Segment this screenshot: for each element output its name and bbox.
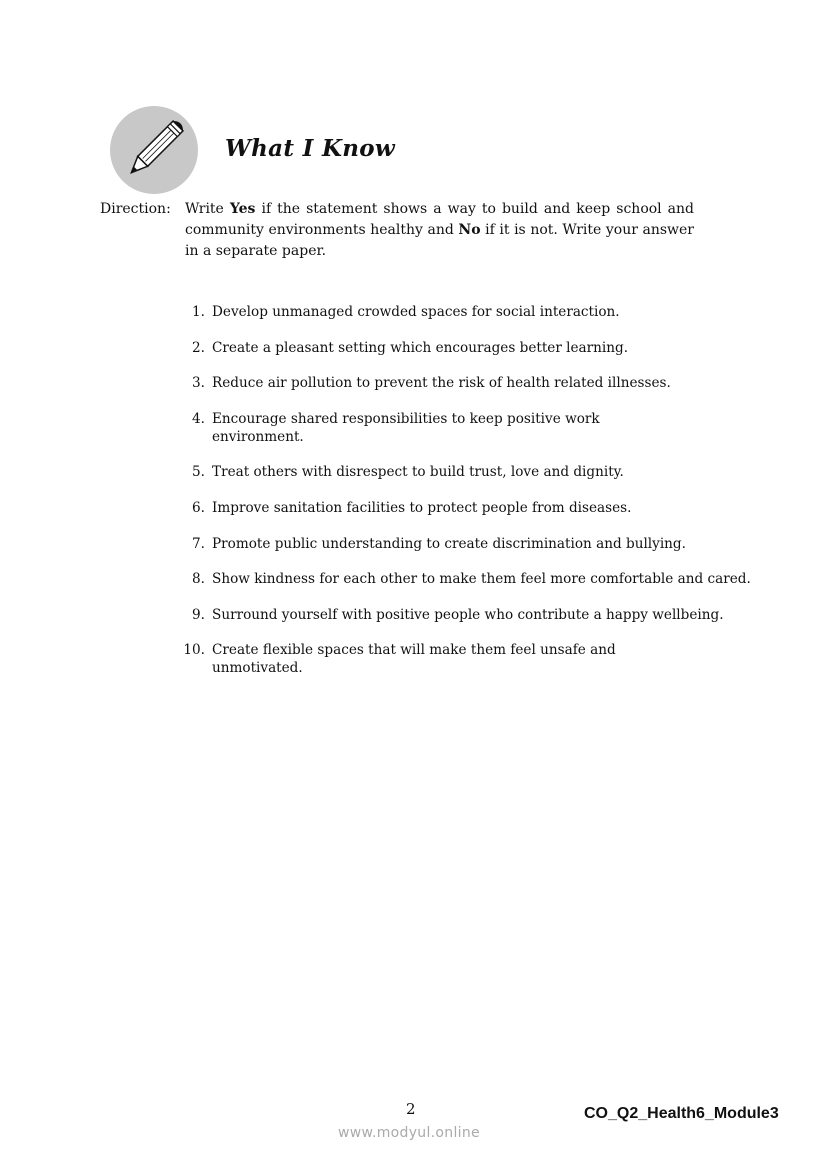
item-number: 9. — [192, 606, 205, 623]
yes-keyword: Yes — [229, 201, 256, 217]
list-item — [170, 463, 740, 481]
item-number: 10. — [183, 642, 205, 659]
watermark: www.modyul.online — [338, 1125, 480, 1141]
item-number: 5. — [192, 464, 205, 481]
item-text: Show kindness for each other to make them feel more comfortable and cared. — [212, 571, 751, 588]
direction-part: if it is not. Write your answer in a separate paper. — [185, 222, 694, 259]
item-text: Reduce air pollution to prevent the risk of health related illnesses. — [212, 375, 671, 392]
module-code: CO_Q2_Health6_Module3 — [584, 1105, 779, 1122]
list-item — [170, 499, 740, 517]
item-text: Improve sanitation facilities to protect people from diseases. — [212, 499, 632, 516]
item-text: Encourage shared responsibilities to keep positive work environment. — [212, 410, 600, 445]
list-item — [170, 410, 652, 446]
pencil-icon — [110, 106, 198, 194]
item-number: 8. — [192, 571, 205, 588]
list-item — [170, 641, 702, 677]
list-item — [170, 570, 757, 588]
direction-label: Direction: — [100, 201, 171, 217]
direction-block — [100, 199, 694, 262]
item-number: 7. — [192, 535, 205, 552]
item-text: Promote public understanding to create discrimination and bullying. — [212, 535, 686, 552]
section-title: What I Know — [225, 135, 396, 162]
list-item — [170, 303, 740, 321]
list-item — [170, 374, 740, 392]
item-text: Treat others with disrespect to build trust, love and dignity. — [212, 464, 624, 481]
item-number: 2. — [192, 339, 205, 356]
item-text: Create a pleasant setting which encourages better learning. — [212, 339, 629, 356]
list-item — [170, 339, 740, 357]
item-number: 1. — [192, 304, 205, 320]
direction-text — [185, 199, 694, 262]
item-number: 3. — [192, 375, 205, 392]
item-text: Create flexible spaces that will make them feel unsafe and unmotivated. — [212, 642, 616, 677]
item-number: 4. — [192, 410, 205, 427]
list-item — [170, 606, 732, 624]
item-text: Develop unmanaged crowded spaces for social interaction. — [212, 304, 620, 320]
statement-list — [170, 303, 751, 695]
direction-part: if the statement shows a way to build and keep school and community environments healthy and — [185, 201, 694, 238]
list-item — [170, 535, 740, 553]
page-number: 2 — [406, 1100, 416, 1118]
no-keyword: No — [458, 222, 481, 238]
item-number: 6. — [192, 499, 205, 516]
direction-part: Write — [185, 201, 230, 217]
item-text: Surround yourself with positive people who contribute a happy wellbeing. — [212, 606, 724, 623]
